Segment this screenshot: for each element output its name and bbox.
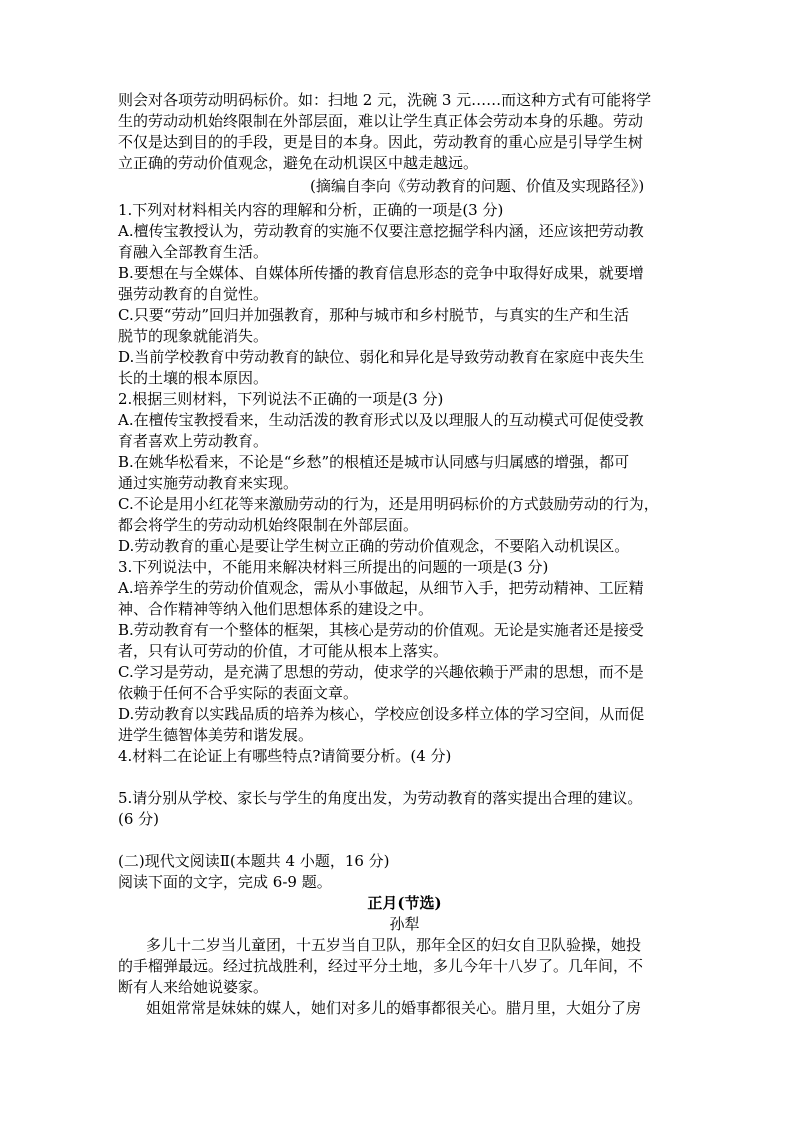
option-line: 育者喜欢上劳动教育。	[118, 432, 269, 450]
option-line: B.在姚华松看来，不论是“乡愁”的根植还是城市认同感与归属感的增强，都可	[118, 453, 630, 471]
option-line: D.当前学校教育中劳动教育的缺位、弱化和异化是导致劳动教育在家庭中丧失生	[118, 348, 645, 366]
option-line: 神、合作精神等纳入他们思想体系的建设之中。	[118, 600, 434, 618]
option-line: 进学生德智体美劳和谐发展。	[118, 726, 314, 744]
question-stem: 2.根据三则材料，下列说法不正确的一项是(3 分)	[118, 390, 444, 408]
option-line: D.劳动教育的重心是要让学生树立正确的劳动价值观念，不要陷入动机误区。	[118, 537, 630, 555]
question-stem: 4.材料二在论证上有哪些特点?请简要分析。(4 分)	[118, 747, 452, 765]
option-line: 依赖于任何不合乎实际的表面文章。	[118, 684, 359, 702]
option-line: A.在檀传宝教授看来，生动活泼的教育形式以及以理服人的互动模式可促使受教	[118, 411, 644, 429]
option-line: B.劳动教育有一个整体的框架，其核心是劳动的价值观。无论是实施者还是接受	[118, 621, 644, 639]
text-line: 生的劳动动机始终限制在外部层面，难以让学生真正体会劳动本身的乐趣。劳动	[118, 112, 644, 130]
passage-line: 多儿十二岁当儿童团，十五岁当自卫队，那年全区的妇女自卫队验操，她投	[146, 936, 642, 954]
option-line: 强劳动教育的自觉性。	[118, 285, 269, 303]
option-line: B.要想在与全媒体、自媒体所传播的教育信息形态的竞争中取得好成果，就要增	[118, 264, 644, 282]
question-stem: 3.下列说法中，不能用来解决材料三所提出的问题的一项是(3 分)	[118, 558, 549, 576]
passage-line: 姐姐常常是妹妹的媒人，她们对多儿的婚事都很关心。腊月里，大姐分了房	[146, 999, 642, 1017]
passage-line: 断有人来给她说婆家。	[118, 978, 269, 996]
option-line: A.檀传宝教授认为，劳动教育的实施不仅要注意挖掘学科内涵，还应该把劳动教	[118, 222, 644, 240]
option-line: 者，只有认可劳动的价值，才可能从根本上落实。	[118, 642, 449, 660]
source-citation: (摘编自李向《劳动教育的问题、价值及实现路径》)	[310, 177, 645, 195]
question-stem: (6 分)	[118, 810, 160, 828]
option-line: 通过实施劳动教育来实现。	[118, 474, 299, 492]
option-line: 脱节的现象就能消失。	[118, 327, 269, 345]
option-line: 都会将学生的劳动动机始终限制在外部层面。	[118, 516, 419, 534]
passage-line: 的手榴弹最远。经过抗战胜利，经过平分土地，多儿今年十八岁了。几年间，不	[118, 957, 644, 975]
option-line: C.不论是用小红花等来激励劳动的行为，还是用明码标价的方式鼓励劳动的行为，	[118, 495, 659, 513]
text-line: 不仅是达到目的的手段，更是目的本身。因此，劳动教育的重心应是引导学生树	[118, 133, 644, 151]
option-line: D.劳动教育以实践品质的培养为核心，学校应创设多样立体的学习空间，从而促	[118, 705, 645, 723]
option-line: A.培养学生的劳动价值观念，需从小事做起，从细节入手，把劳动精神、工匠精	[118, 579, 644, 597]
option-line: C.只要“劳动”回归并加强教育，那种与城市和乡村脱节，与真实的生产和生活	[118, 306, 630, 324]
option-line: 长的土壤的根本原因。	[118, 369, 269, 387]
option-line: 育融入全部教育生活。	[118, 243, 269, 261]
question-stem: 1.下列对材料相关内容的理解和分析，正确的一项是(3 分)	[118, 201, 504, 219]
passage-title: 正月(节选)	[367, 894, 442, 912]
section-heading: (二)现代文阅读Ⅱ(本题共 4 小题，16 分)	[118, 852, 390, 870]
text-line: 立正确的劳动价值观念，避免在动机误区中越走越远。	[118, 154, 479, 172]
section-instruction: 阅读下面的文字，完成 6-9 题。	[118, 873, 332, 891]
text-line: 则会对各项劳动明码标价。如：扫地 2 元，洗碗 3 元……而这种方式有可能将学	[118, 91, 652, 109]
passage-author: 孙犁	[389, 915, 420, 933]
option-line: C.学习是劳动，是充满了思想的劳动，使求学的兴趣依赖于严肃的思想，而不是	[118, 663, 644, 681]
question-stem: 5.请分别从学校、家长与学生的角度出发，为劳动教育的落实提出合理的建议。	[118, 789, 643, 807]
